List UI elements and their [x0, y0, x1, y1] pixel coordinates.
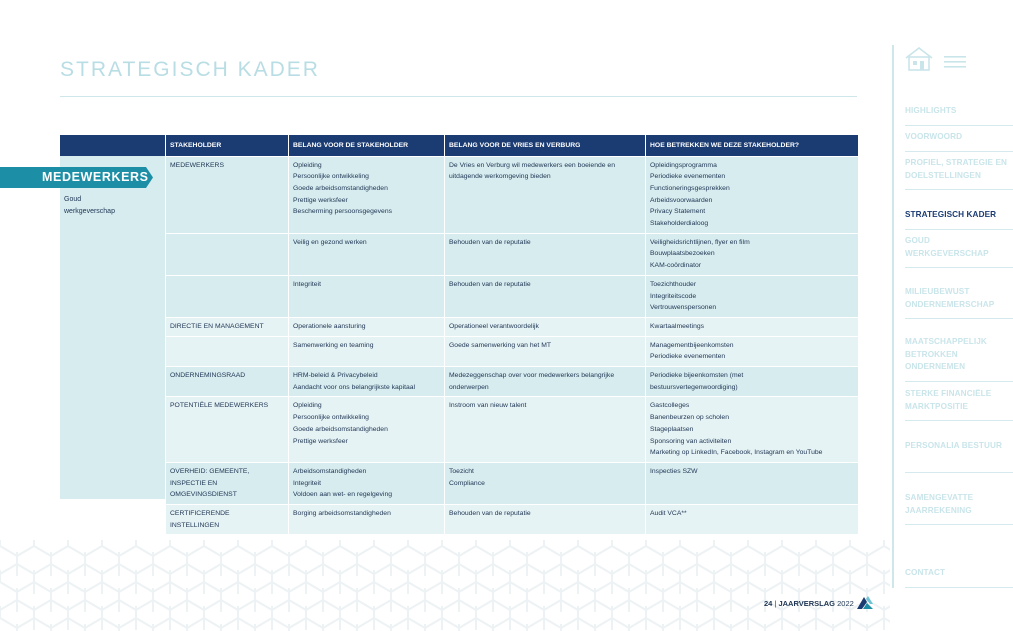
cell-line: OMGEVINGSDIENST — [170, 491, 237, 499]
header-hoe: HOE BETREKKEN WE DEZE STAKEHOLDER? — [646, 135, 858, 156]
cell-hoe — [646, 317, 858, 336]
cell-belang-vv — [445, 397, 646, 463]
cell-hoe — [646, 505, 858, 535]
cell-line: Instroom van nieuw talent — [449, 402, 527, 410]
cell-line: Operationele aansturing — [293, 322, 366, 330]
nav-divider-line — [905, 381, 1013, 382]
cell-line: Borging arbeidsomstandigheden — [293, 510, 391, 518]
cell-line: Persoonlijke ontwikkeling — [293, 414, 369, 422]
home-icon[interactable] — [905, 46, 933, 72]
page-title: STRATEGISCH KADER — [60, 58, 320, 81]
cell-stakeholder — [166, 462, 289, 504]
cell-hoe — [646, 367, 858, 397]
cell-line: Stakeholderdialoog — [650, 220, 709, 228]
cell-line: Aandacht voor ons belangrijkste kapitaal — [293, 383, 416, 391]
cell-line: Kwartaalmeetings — [650, 322, 705, 330]
cell-line: Prettige werksfeer — [293, 196, 348, 204]
cell-line: Inspecties SZW — [650, 467, 698, 475]
header-belang-stakeholder: BELANG VOOR DE STAKEHOLDER — [289, 135, 445, 156]
cell-line: Behouden van de reputatie — [449, 238, 531, 246]
cell-belang-stakeholder — [289, 275, 445, 317]
cell-belang-stakeholder — [289, 462, 445, 504]
cell-line: Operationeel verantwoordelijk — [449, 322, 539, 330]
cell-line: onderwerpen — [449, 383, 489, 391]
footer-separator: | — [772, 599, 779, 608]
cell-line: Integriteit — [293, 479, 321, 487]
nav-divider-line — [905, 587, 1013, 588]
nav-divider-line — [905, 229, 1013, 230]
cell-line: Periodieke evenementen — [650, 173, 726, 181]
cell-stakeholder — [166, 397, 289, 463]
section-tab-label: MEDEWERKERS — [42, 170, 149, 184]
stakeholder-table — [165, 135, 858, 534]
cell-line: KAM-coördinator — [650, 262, 701, 270]
cell-line: Toezichthouder — [650, 280, 697, 288]
cell-line: Integriteitscode — [650, 292, 697, 300]
cell-hoe — [646, 275, 858, 317]
header-belang-vv: BELANG VOOR DE VRIES EN VERBURG — [445, 135, 646, 156]
cell-belang-vv — [445, 233, 646, 275]
cell-line: Periodieke evenementen — [650, 353, 726, 361]
cell-line: uitdagende werkomgeving bieden — [449, 173, 551, 181]
cell-line: Bescherming persoonsgegevens — [293, 208, 392, 216]
cell-line: OVERHEID: GEMEENTE, — [170, 467, 250, 475]
nav-item[interactable]: PROFIEL, STRATEGIE EN DOELSTELLINGEN — [905, 158, 1008, 180]
cell-stakeholder — [166, 317, 289, 336]
cell-line: Behouden van de reputatie — [449, 510, 531, 518]
header-stakeholder: STAKEHOLDER — [166, 135, 289, 156]
nav-divider-line — [905, 125, 1013, 126]
nav-item[interactable]: STERKE FINANCIËLE MARKTPOSITIE — [905, 389, 992, 411]
cell-line: Goede arbeidsomstandigheden — [293, 425, 388, 433]
cell-line: HRM-beleid & Privacybeleid — [293, 372, 378, 380]
cell-line: Veilig en gezond werken — [293, 238, 367, 246]
cell-line: Arbeidsomstandigheden — [293, 467, 367, 475]
nav-divider-line — [905, 189, 1013, 190]
cell-line: Bouwplaatsbezoeken — [650, 250, 715, 258]
cell-line: Behouden van de reputatie — [449, 280, 531, 288]
cell-belang-vv — [445, 156, 646, 233]
cell-stakeholder — [166, 233, 289, 275]
cell-line: Gastcolleges — [650, 402, 690, 410]
cell-belang-vv — [445, 505, 646, 535]
nav-item[interactable]: CONTACT — [905, 568, 946, 577]
cell-line: Managementbijeenkomsten — [650, 341, 734, 349]
page-number: 24 — [764, 599, 773, 608]
cell-hoe — [646, 233, 858, 275]
cell-line: Vertrouwenspersonen — [650, 304, 717, 312]
nav-divider-line — [905, 524, 1013, 525]
nav-item[interactable]: STRATEGISCH KADER — [905, 210, 997, 219]
section-tab[interactable] — [0, 167, 153, 188]
nav-item[interactable]: HIGHLIGHTS — [905, 106, 957, 115]
cell-stakeholder — [166, 275, 289, 317]
cell-hoe — [646, 462, 858, 504]
cell-stakeholder — [166, 505, 289, 535]
cell-line: Veiligheidsrichtlijnen, flyer en film — [650, 238, 750, 246]
cell-line: Periodieke bijeenkomsten (met — [650, 372, 744, 380]
nav-item[interactable]: MAATSCHAPPELIJK BETROKKEN ONDERNEMEN — [905, 337, 987, 371]
cell-hoe — [646, 336, 858, 366]
nav-divider — [892, 45, 894, 588]
table-row — [166, 505, 858, 535]
table-row — [166, 367, 858, 397]
hamburger-menu-icon[interactable] — [944, 56, 966, 70]
cell-line: Audit VCA** — [650, 510, 687, 518]
footer — [764, 599, 854, 608]
cell-belang-vv — [445, 336, 646, 366]
cell-belang-stakeholder — [289, 397, 445, 463]
cell-line: bestuursvertegenwoordiging) — [650, 383, 738, 391]
cell-line: Marketing op LinkedIn, Facebook, Instagram en YouTube — [650, 449, 823, 457]
nav-divider-line — [905, 318, 1013, 319]
cell-line: Goede samenwerking van het MT — [449, 341, 552, 349]
cell-line: Opleiding — [293, 402, 322, 410]
cell-belang-stakeholder — [289, 336, 445, 366]
cell-line: Privacy Statement — [650, 208, 706, 216]
cell-belang-stakeholder — [289, 367, 445, 397]
nav-item[interactable]: GOUD WERKGEVERSCHAP — [905, 236, 989, 258]
table-header-spacer — [60, 135, 165, 156]
cell-line: POTENTIËLE MEDEWERKERS — [170, 402, 269, 410]
cell-belang-stakeholder — [289, 505, 445, 535]
cell-line: Stageplaatsen — [650, 425, 694, 433]
cell-belang-stakeholder — [289, 317, 445, 336]
cell-belang-vv — [445, 275, 646, 317]
cell-line: Samenwerking en teaming — [293, 341, 374, 349]
cell-line: MEDEWERKERS — [170, 161, 225, 169]
table-row — [166, 233, 858, 275]
cell-hoe — [646, 156, 858, 233]
table-row — [166, 462, 858, 504]
cell-line: Prettige werksfeer — [293, 437, 348, 445]
nav-divider-line — [905, 420, 1013, 421]
cell-stakeholder — [166, 156, 289, 233]
cell-stakeholder — [166, 367, 289, 397]
cell-belang-vv — [445, 317, 646, 336]
table-row — [166, 397, 858, 463]
cell-line: Toezicht — [449, 467, 474, 475]
background-hex-pattern — [0, 540, 890, 631]
cell-line: Opleidingsprogramma — [650, 161, 717, 169]
cell-line: Functioneringsgesprekken — [650, 184, 730, 192]
nav-item[interactable]: PERSONALIA BESTUUR — [905, 441, 1003, 450]
cell-line: ONDERNEMINGSRAAD — [170, 372, 246, 380]
cell-line: Goede arbeidsomstandigheden — [293, 184, 388, 192]
section-subtitle-line: Goud — [64, 196, 82, 203]
table-row — [166, 275, 858, 317]
cell-line: DIRECTIE EN MANAGEMENT — [170, 322, 264, 330]
cell-belang-stakeholder — [289, 156, 445, 233]
cell-line: Compliance — [449, 479, 485, 487]
cell-stakeholder — [166, 336, 289, 366]
cell-line: Voldoen aan wet- en regelgeving — [293, 491, 393, 499]
cell-hoe — [646, 397, 858, 463]
table-row — [166, 336, 858, 366]
cell-belang-stakeholder — [289, 233, 445, 275]
table-row — [166, 156, 858, 233]
cell-line: Banenbeurzen op scholen — [650, 414, 729, 422]
nav-item[interactable]: SAMENGEVATTE JAARREKENING — [905, 493, 974, 515]
title-divider — [60, 96, 857, 97]
cell-line: Integriteit — [293, 280, 321, 288]
nav-item[interactable]: VOORWOORD — [905, 132, 963, 141]
footer-doc-title: JAARVERSLAG — [778, 599, 836, 608]
cell-line: De Vries en Verburg wil medewerkers een boeiende en — [449, 161, 615, 169]
section-subtitle-line: werkgeverschap — [64, 208, 115, 215]
nav-divider-line — [905, 267, 1013, 268]
footer-year: 2022 — [835, 599, 854, 608]
table-header-row — [166, 135, 858, 156]
cell-belang-vv — [445, 367, 646, 397]
company-logo-icon — [857, 596, 873, 610]
cell-belang-vv — [445, 462, 646, 504]
cell-line: CERTIFICERENDE — [170, 510, 230, 518]
cell-line: Medezeggenschap over voor medewerkers belangrijke — [449, 372, 615, 380]
cell-line: INSTELLINGEN — [170, 521, 220, 529]
cell-line: Persoonlijke ontwikkeling — [293, 173, 369, 181]
section-panel — [60, 156, 165, 499]
cell-line: Opleiding — [293, 161, 322, 169]
cell-line: INSPECTIE EN — [170, 479, 218, 487]
table-row — [166, 317, 858, 336]
nav-divider-line — [905, 472, 1013, 473]
cell-line: Sponsoring van activiteiten — [650, 437, 732, 445]
nav-item[interactable]: MILIEUBEWUST ONDERNEMERSCHAP — [905, 287, 995, 309]
cell-line: Arbeidsvoorwaarden — [650, 196, 713, 204]
nav-divider-line — [905, 151, 1013, 152]
section-subtitle — [64, 194, 115, 218]
